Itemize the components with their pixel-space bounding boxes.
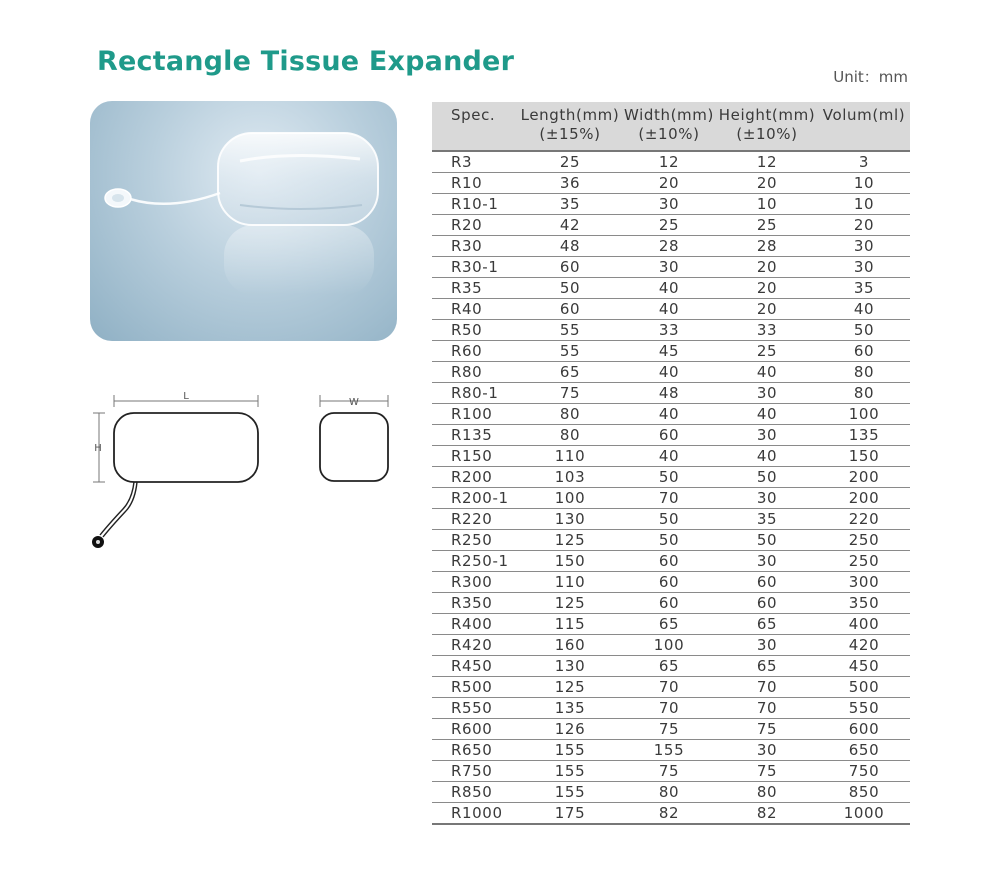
cell-height: 28 [716, 236, 818, 257]
cell-length: 125 [518, 530, 622, 551]
cell-width: 40 [622, 299, 716, 320]
cell-height: 40 [716, 404, 818, 425]
cell-width: 40 [622, 404, 716, 425]
cell-spec: R500 [432, 677, 518, 698]
cell-width: 60 [622, 551, 716, 572]
cell-volume: 650 [818, 740, 910, 761]
cell-height: 12 [716, 151, 818, 173]
cell-volume: 350 [818, 593, 910, 614]
table-row [432, 761, 910, 782]
cell-height: 50 [716, 467, 818, 488]
cell-volume: 80 [818, 383, 910, 404]
cell-volume: 100 [818, 404, 910, 425]
product-photo [90, 101, 397, 341]
cell-height: 40 [716, 362, 818, 383]
cell-length: 25 [518, 151, 622, 173]
cell-volume: 80 [818, 362, 910, 383]
cell-width: 75 [622, 761, 716, 782]
cell-length: 126 [518, 719, 622, 740]
page-title: Rectangle Tissue Expander [97, 46, 515, 77]
cell-width: 65 [622, 614, 716, 635]
cell-width: 155 [622, 740, 716, 761]
table-row [432, 635, 910, 656]
header-length-label: Length(mm) [520, 106, 620, 124]
table-row [432, 782, 910, 803]
cell-spec: R100 [432, 404, 518, 425]
cell-width: 75 [622, 719, 716, 740]
cell-spec: R220 [432, 509, 518, 530]
cell-width: 40 [622, 446, 716, 467]
cell-length: 110 [518, 446, 622, 467]
cell-length: 115 [518, 614, 622, 635]
cell-height: 50 [716, 530, 818, 551]
table-row [432, 236, 910, 257]
cell-spec: R30-1 [432, 257, 518, 278]
cell-length: 60 [518, 257, 622, 278]
cell-volume: 220 [818, 509, 910, 530]
cell-length: 150 [518, 551, 622, 572]
cell-length: 110 [518, 572, 622, 593]
table-row [432, 151, 910, 173]
cell-spec: R50 [432, 320, 518, 341]
cell-spec: R600 [432, 719, 518, 740]
header-height-label: Height(mm) [718, 106, 816, 124]
cell-spec: R650 [432, 740, 518, 761]
cell-width: 30 [622, 257, 716, 278]
cell-width: 70 [622, 488, 716, 509]
table-row [432, 551, 910, 572]
dimension-diagram [80, 385, 410, 569]
cell-volume: 250 [818, 551, 910, 572]
cell-length: 100 [518, 488, 622, 509]
cell-height: 25 [716, 341, 818, 362]
cell-spec: R250-1 [432, 551, 518, 572]
cell-volume: 250 [818, 530, 910, 551]
cell-spec: R10 [432, 173, 518, 194]
cell-spec: R200 [432, 467, 518, 488]
header-volume [818, 102, 910, 151]
cell-spec: R20 [432, 215, 518, 236]
cell-length: 48 [518, 236, 622, 257]
cell-volume: 600 [818, 719, 910, 740]
cell-spec: R550 [432, 698, 518, 719]
table-row [432, 488, 910, 509]
cell-length: 160 [518, 635, 622, 656]
cell-volume: 1000 [818, 803, 910, 825]
cell-length: 55 [518, 341, 622, 362]
cell-height: 35 [716, 509, 818, 530]
cell-height: 30 [716, 383, 818, 404]
cell-spec: R1000 [432, 803, 518, 825]
cell-volume: 400 [818, 614, 910, 635]
cell-spec: R250 [432, 530, 518, 551]
cell-length: 36 [518, 173, 622, 194]
cell-height: 25 [716, 215, 818, 236]
header-length [518, 102, 622, 151]
cell-length: 125 [518, 593, 622, 614]
cell-width: 40 [622, 362, 716, 383]
width-label: W [349, 397, 359, 408]
cell-volume: 200 [818, 467, 910, 488]
table-row [432, 572, 910, 593]
cell-spec: R35 [432, 278, 518, 299]
cell-volume: 550 [818, 698, 910, 719]
spec-table [432, 102, 910, 825]
table-row [432, 173, 910, 194]
cell-volume: 750 [818, 761, 910, 782]
table-header-row [432, 102, 910, 151]
cell-width: 60 [622, 593, 716, 614]
cell-width: 20 [622, 173, 716, 194]
table-row [432, 215, 910, 236]
cell-height: 30 [716, 551, 818, 572]
cell-height: 30 [716, 425, 818, 446]
table-row [432, 719, 910, 740]
cell-width: 70 [622, 698, 716, 719]
cell-length: 175 [518, 803, 622, 825]
table-row [432, 446, 910, 467]
header-spec-label: Spec. [451, 106, 496, 124]
cell-length: 55 [518, 320, 622, 341]
length-label: L [183, 391, 189, 402]
cell-spec: R150 [432, 446, 518, 467]
cell-length: 42 [518, 215, 622, 236]
cell-spec: R80 [432, 362, 518, 383]
table-row [432, 404, 910, 425]
cell-volume: 60 [818, 341, 910, 362]
cell-spec: R10-1 [432, 194, 518, 215]
table-row [432, 530, 910, 551]
cell-height: 30 [716, 740, 818, 761]
cell-width: 65 [622, 656, 716, 677]
cell-volume: 135 [818, 425, 910, 446]
cell-length: 155 [518, 740, 622, 761]
cell-spec: R400 [432, 614, 518, 635]
cell-volume: 450 [818, 656, 910, 677]
cell-width: 50 [622, 530, 716, 551]
cell-spec: R80-1 [432, 383, 518, 404]
table-row [432, 194, 910, 215]
cell-height: 70 [716, 677, 818, 698]
cell-volume: 50 [818, 320, 910, 341]
cell-length: 35 [518, 194, 622, 215]
cell-height: 75 [716, 719, 818, 740]
cell-width: 80 [622, 782, 716, 803]
cell-length: 80 [518, 425, 622, 446]
header-volume-label: Volum(ml) [822, 106, 906, 124]
table-row [432, 257, 910, 278]
cell-spec: R40 [432, 299, 518, 320]
cell-volume: 40 [818, 299, 910, 320]
cell-width: 28 [622, 236, 716, 257]
table-body [432, 151, 910, 824]
table-row [432, 740, 910, 761]
table-row [432, 593, 910, 614]
cell-spec: R200-1 [432, 488, 518, 509]
cell-spec: R300 [432, 572, 518, 593]
header-width-tolerance: (±10%) [638, 125, 700, 143]
cell-spec: R420 [432, 635, 518, 656]
cell-height: 20 [716, 173, 818, 194]
header-height-tolerance: (±10%) [736, 125, 798, 143]
cell-height: 33 [716, 320, 818, 341]
cell-volume: 300 [818, 572, 910, 593]
table-row [432, 614, 910, 635]
table-row [432, 698, 910, 719]
table-row [432, 509, 910, 530]
cell-width: 25 [622, 215, 716, 236]
cell-volume: 35 [818, 278, 910, 299]
cell-width: 70 [622, 677, 716, 698]
cell-volume: 20 [818, 215, 910, 236]
table-row [432, 341, 910, 362]
cell-width: 50 [622, 509, 716, 530]
cell-height: 20 [716, 278, 818, 299]
cell-width: 60 [622, 572, 716, 593]
cell-width: 60 [622, 425, 716, 446]
cell-length: 130 [518, 656, 622, 677]
header-length-tolerance: (±15%) [539, 125, 601, 143]
cell-volume: 420 [818, 635, 910, 656]
cell-width: 50 [622, 467, 716, 488]
cell-height: 82 [716, 803, 818, 825]
cell-length: 103 [518, 467, 622, 488]
cell-length: 80 [518, 404, 622, 425]
cell-length: 135 [518, 698, 622, 719]
cell-length: 155 [518, 782, 622, 803]
cell-spec: R135 [432, 425, 518, 446]
cell-height: 20 [716, 299, 818, 320]
tissue-expander-image [90, 101, 397, 341]
table-row [432, 467, 910, 488]
cell-spec: R450 [432, 656, 518, 677]
cell-volume: 3 [818, 151, 910, 173]
cell-width: 82 [622, 803, 716, 825]
cell-width: 45 [622, 341, 716, 362]
cell-width: 40 [622, 278, 716, 299]
cell-volume: 30 [818, 236, 910, 257]
cell-width: 48 [622, 383, 716, 404]
table-row [432, 320, 910, 341]
cell-height: 70 [716, 698, 818, 719]
cell-length: 75 [518, 383, 622, 404]
cell-volume: 10 [818, 173, 910, 194]
header-width [622, 102, 716, 151]
cell-length: 50 [518, 278, 622, 299]
cell-height: 65 [716, 614, 818, 635]
cell-spec: R850 [432, 782, 518, 803]
cell-length: 60 [518, 299, 622, 320]
cell-height: 30 [716, 488, 818, 509]
unit-label: Unit：mm [833, 68, 908, 86]
header-height [716, 102, 818, 151]
cell-volume: 150 [818, 446, 910, 467]
cell-spec: R60 [432, 341, 518, 362]
cell-length: 65 [518, 362, 622, 383]
table-row [432, 299, 910, 320]
cell-width: 12 [622, 151, 716, 173]
table-row [432, 656, 910, 677]
cell-spec: R3 [432, 151, 518, 173]
cell-length: 130 [518, 509, 622, 530]
table-row [432, 362, 910, 383]
cell-volume: 850 [818, 782, 910, 803]
cell-height: 75 [716, 761, 818, 782]
header-spec [432, 102, 518, 151]
cell-height: 60 [716, 593, 818, 614]
cell-length: 155 [518, 761, 622, 782]
table-row [432, 677, 910, 698]
cell-height: 65 [716, 656, 818, 677]
table-row [432, 803, 910, 825]
table-row [432, 383, 910, 404]
table-row [432, 278, 910, 299]
cell-spec: R750 [432, 761, 518, 782]
height-label: H [94, 443, 102, 454]
cell-height: 40 [716, 446, 818, 467]
header-width-label: Width(mm) [624, 106, 714, 124]
cell-volume: 500 [818, 677, 910, 698]
cell-height: 30 [716, 635, 818, 656]
cell-height: 20 [716, 257, 818, 278]
cell-width: 30 [622, 194, 716, 215]
cell-spec: R30 [432, 236, 518, 257]
cell-height: 80 [716, 782, 818, 803]
cell-height: 60 [716, 572, 818, 593]
cell-width: 33 [622, 320, 716, 341]
table-row [432, 425, 910, 446]
cell-spec: R350 [432, 593, 518, 614]
cell-volume: 10 [818, 194, 910, 215]
cell-height: 10 [716, 194, 818, 215]
cell-length: 125 [518, 677, 622, 698]
cell-width: 100 [622, 635, 716, 656]
cell-volume: 30 [818, 257, 910, 278]
cell-volume: 200 [818, 488, 910, 509]
